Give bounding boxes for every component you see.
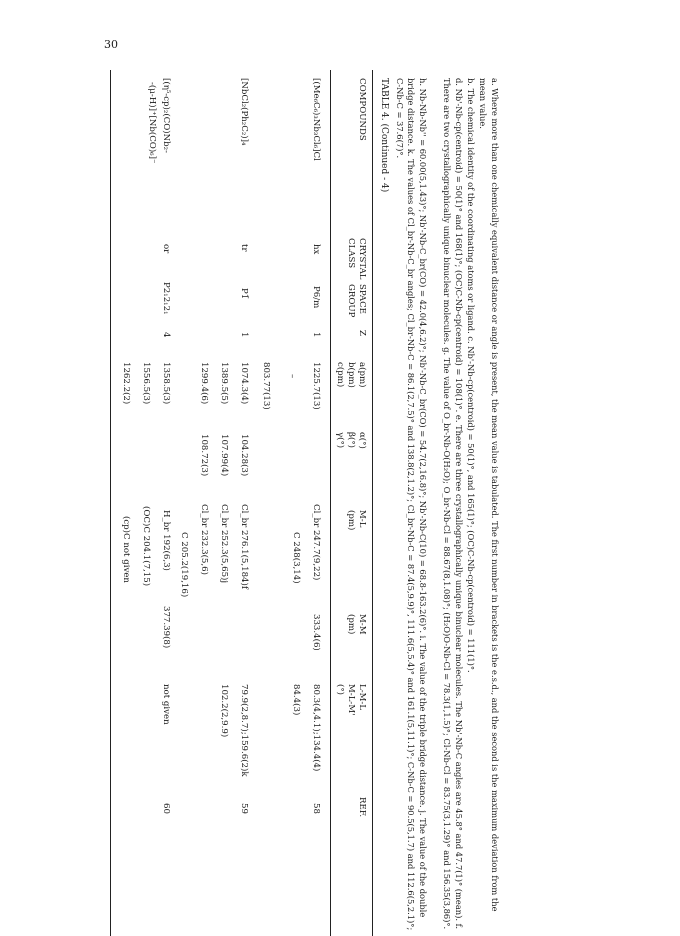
footnotes (392, 70, 502, 936)
row2-ml-1: Cl_br 276.1(5,184)f (239, 504, 249, 590)
row2-ref: 59 (239, 803, 249, 814)
footnote-h: h. Nb-Nb-Nb'' = 60.00(5,1.43)°; Nb'-Nb-C_br(CO) = 42.0(4,6.2)°; Nb'-Nb-C_br(CO) = 54.7(2,16.8)°; Nb'-Nb-C(10) = 68.8-163.2(6)°. i. The value of the triple bridge distance. j. The value of the double bridge distance. k. The values of Cl_br-Nb-C_br angles; Cl_br-Nb-C = 86.1(2,7.5)° and 138.8(2,1.2)°; Cl_br-Nb-C = 87.4(5,9.9)°, 111.6(5,5.4)° and 161.1(5,11.1)°; C-Nb-C = 90.5(5,1.7) and 112.6(5,2.1)°; C-Nb-C = 37.6(7)°. (394, 78, 428, 931)
row1-ml-2: C 248(3,14) (291, 532, 301, 584)
row2-ml-4: C 205.2(19,16) (179, 532, 189, 598)
header-space-1: SPACE (357, 284, 367, 314)
row2-alpha: 104.28(3) (239, 434, 249, 477)
rule-bottom (110, 70, 111, 936)
row3-class: or (161, 244, 171, 254)
row2-b: 1389.5(5) (219, 362, 229, 405)
row3-z: 4 (161, 332, 171, 338)
table-title: TABLE 4. (Continued - 4) (379, 78, 389, 193)
row3-space: P2₁2₁2₁ (161, 282, 171, 315)
footnote-a: a. Where more than one chemically equivalent distance or angle is present, the mean value is tabulated. The first number in brackets is the e.s.d., and the second is the maximum deviation from the mean value. (478, 78, 500, 912)
row2-beta: 107.99(4) (219, 434, 229, 477)
header-space-2: GROUP (346, 284, 356, 318)
header-angles-2: β(°) (346, 432, 356, 448)
row1-mm: 333.4(6) (311, 614, 321, 651)
row1-lml-2: 84.4(3) (291, 684, 301, 716)
header-abc-2: b(pm) (346, 362, 356, 388)
row3-a: 1358.5(3) (161, 362, 171, 405)
header-crystal-1: CRYSTAL (357, 238, 367, 280)
footnotes-block (282, 70, 392, 936)
header-compounds: COMPOUNDS (357, 78, 367, 141)
row3-mm: 377.39(8) (161, 606, 171, 649)
row1-compound: [(Me₆C₆)₃Nb₃Cl₆]Cl (311, 78, 321, 161)
row1-lml-1: 80.3(4,4.1);134.4(4) (311, 684, 321, 772)
row2-c: 1299.4(6) (199, 362, 209, 405)
header-crystal-2: CLASS (346, 238, 356, 269)
header-z: Z (357, 330, 367, 336)
row2-space: P1̄ (239, 288, 249, 300)
header-angles-3: γ(°) (335, 432, 345, 449)
footnote-b: b. The chemical identity of the coordinating atoms or ligand. c. Nb'-Nb-cp(centroid) = 50(1)°, and 165(1)°; (OC)C-Nb-cp(centroid) = 111(1)°. (466, 78, 476, 673)
row2-gamma: 108.72(3) (199, 434, 209, 477)
row3-ref: 60 (161, 803, 171, 814)
row1-a: 1225.7(13) (311, 362, 321, 410)
header-ref: REF. (357, 797, 367, 818)
row3-c: 1262.2(2) (121, 362, 131, 405)
row1-z: 1 (311, 332, 321, 338)
row2-class: tr (239, 244, 249, 252)
row2-lml-2: 102.2(2,9.9) (219, 684, 229, 738)
row3-lml: not given (161, 684, 171, 725)
header-angles-1: α(°) (357, 432, 367, 449)
row3-b: 1556.5(3) (141, 362, 151, 405)
header-lml-3: (°) (335, 684, 345, 696)
row2-ml-3: Cl_br 232.3(5,6) (199, 504, 209, 575)
row3-ml-3: (cp)C not given (121, 516, 131, 583)
header-ml-2: (pm) (346, 510, 356, 531)
row1-c: 803.77(13) (261, 362, 271, 410)
row3-compound-2: -(μ-H)]⁺[Nb(CO)₆]⁻ (147, 82, 157, 164)
row2-z: 1 (239, 332, 249, 338)
row2-ml-2: Cl_br 252.3(5,65)j (219, 504, 229, 584)
row1-ml-1: Cl_br 247.7(9,22) (311, 504, 321, 581)
header-lml-2: M-L-M' (346, 684, 356, 716)
row2-lml-1: 79.9(2,8.7);159.6(2)k (239, 684, 249, 777)
row1-b-dash: – (287, 374, 297, 379)
row2-a: 1074.3(4) (239, 362, 249, 405)
row3-ml-2: (OC)C 204.1(7,15) (141, 506, 151, 587)
row1-ref: 58 (311, 803, 321, 814)
row3-ml-1: H_br 192(6,3) (161, 510, 171, 571)
row1-class: hx (311, 244, 321, 255)
row1-space: P6/m (311, 286, 321, 309)
header-lml-1: L-M-L (357, 684, 367, 711)
header-ml-1: M-L (357, 510, 367, 528)
page-number: 30 (104, 38, 118, 51)
header-abc-3: c(pm) (335, 362, 345, 388)
header-mm-1: M-M (357, 614, 367, 635)
header-abc-1: a(pm) (357, 362, 367, 388)
row3-compound: [(η⁵-cp)₂(CO)Nb₂- (161, 78, 171, 154)
header-mm-2: (pm) (346, 614, 356, 635)
row2-compound: [NbCl₂(Ph₂C₂)]₄ (239, 78, 249, 146)
footnote-d: d. Nb'-Nb-cp(centroid) = 50(1)° and 168(1)°; (OC)C-Nb-cp(centroid) = 108(1)°. e. There are three crystallographically unique binuclear molecules. The Nb'-Nb-C angles are 45.8° and 47.7(1)° (mean). f. There are two crystallographically unique binuclear molecules. g. The value of O_br-Nb-O(H₂O); O_br-Nb-Cl = 88.67(8,1.08)°; (H₂O)O-Nb-Cl = 78.3(1,1.5)°; Cl-Nb-Cl = 83.75(3,1.29)° and 156.35(3,86)°. (442, 78, 464, 930)
